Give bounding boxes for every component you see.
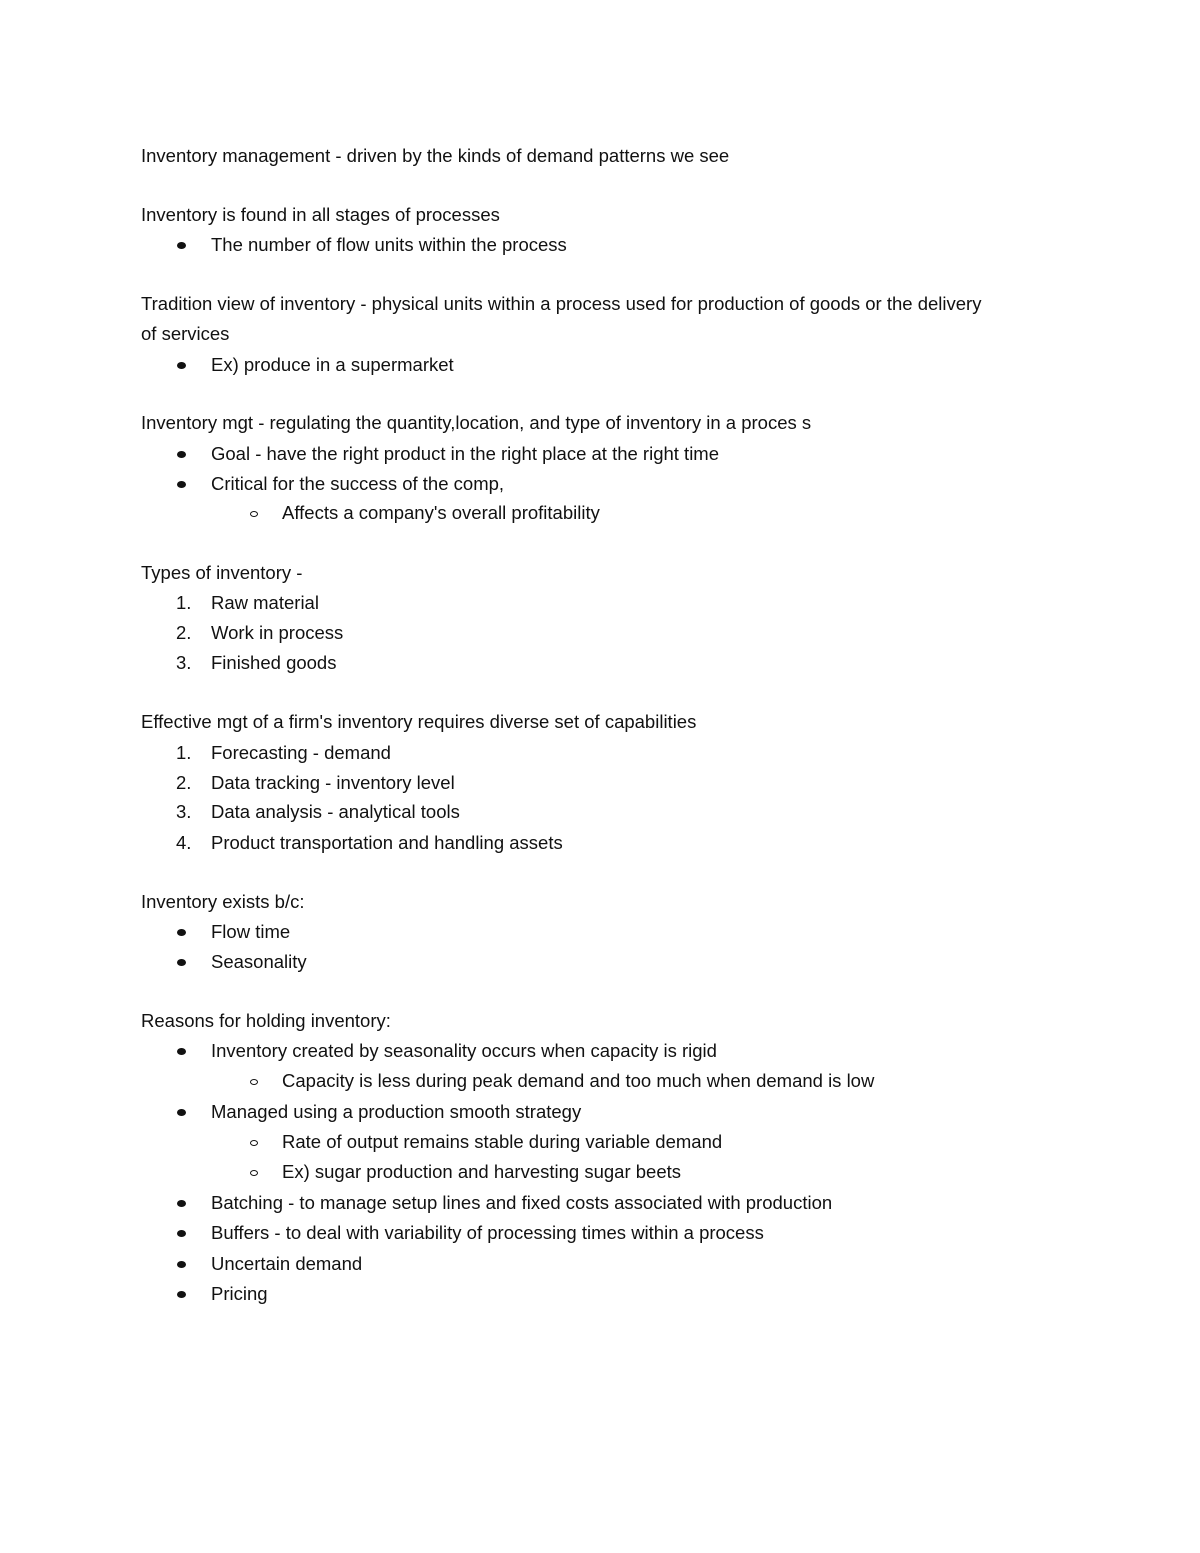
list-item: Data tracking - inventory level [211, 772, 455, 793]
list-item: The number of flow units within the process [211, 234, 567, 255]
list-number: 4. [176, 832, 192, 853]
list-item: Data analysis - analytical tools [211, 801, 460, 822]
bullet-icon [177, 959, 186, 966]
list-number: 1. [176, 742, 192, 763]
list-item: Uncertain demand [211, 1253, 363, 1274]
list-item: Work in process [211, 622, 344, 643]
list-item: Critical for the success of the comp, [211, 473, 505, 494]
list-item: Ex) produce in a supermarket [211, 354, 454, 375]
list-number: 1. [176, 592, 192, 613]
heading-tradition-view: Tradition view of inventory - physical units within a process used for production of goods or the delivery [141, 293, 982, 314]
sub-list-item: Capacity is less during peak demand and too much when demand is low [282, 1070, 875, 1091]
hollow-bullet-icon [250, 1079, 258, 1085]
bullet-icon [177, 451, 186, 458]
heading-tradition-view-cont: of services [141, 323, 230, 344]
heading-inventory-exists: Inventory exists b/c: [141, 891, 305, 912]
heading-reasons-holding: Reasons for holding inventory: [141, 1010, 391, 1031]
bullet-icon [177, 1109, 186, 1116]
hollow-bullet-icon [250, 1140, 258, 1146]
list-item: Managed using a production smooth strategy [211, 1101, 582, 1122]
bullet-icon [177, 1291, 186, 1298]
hollow-bullet-icon [250, 511, 258, 517]
bullet-icon [177, 929, 186, 936]
list-item: Finished goods [211, 652, 337, 673]
hollow-bullet-icon [250, 1170, 258, 1176]
heading-inventory-stages: Inventory is found in all stages of processes [141, 204, 500, 225]
heading-inventory-mgt: Inventory mgt - regulating the quantity,location, and type of inventory in a proces s [141, 412, 812, 433]
heading-types-of-inventory: Types of inventory - [141, 562, 303, 583]
bullet-icon [177, 1261, 186, 1268]
list-item: Raw material [211, 592, 319, 613]
sub-list-item: Ex) sugar production and harvesting sugar beets [282, 1161, 682, 1182]
list-number: 2. [176, 622, 192, 643]
list-number: 3. [176, 652, 192, 673]
list-number: 2. [176, 772, 192, 793]
bullet-icon [177, 362, 186, 369]
sub-list-item: Rate of output remains stable during variable demand [282, 1131, 723, 1152]
list-item: Batching - to manage setup lines and fixed costs associated with production [211, 1192, 833, 1213]
heading-inventory-management: Inventory management - driven by the kinds of demand patterns we see [141, 145, 730, 166]
heading-effective-mgt: Effective mgt of a firm's inventory requires diverse set of capabilities [141, 711, 697, 732]
list-item: Inventory created by seasonality occurs when capacity is rigid [211, 1040, 717, 1061]
bullet-icon [177, 481, 186, 488]
list-item: Seasonality [211, 951, 307, 972]
sub-list-item: Affects a company's overall profitability [282, 502, 600, 523]
list-item: Forecasting - demand [211, 742, 391, 763]
bullet-icon [177, 1048, 186, 1055]
bullet-icon [177, 1200, 186, 1207]
list-item: Flow time [211, 921, 291, 942]
bullet-icon [177, 242, 186, 249]
list-item: Goal - have the right product in the right place at the right time [211, 443, 720, 464]
list-item: Pricing [211, 1283, 268, 1304]
list-item: Product transportation and handling assets [211, 832, 563, 853]
list-number: 3. [176, 801, 192, 822]
bullet-icon [177, 1230, 186, 1237]
list-item: Buffers - to deal with variability of processing times within a process [211, 1222, 764, 1243]
